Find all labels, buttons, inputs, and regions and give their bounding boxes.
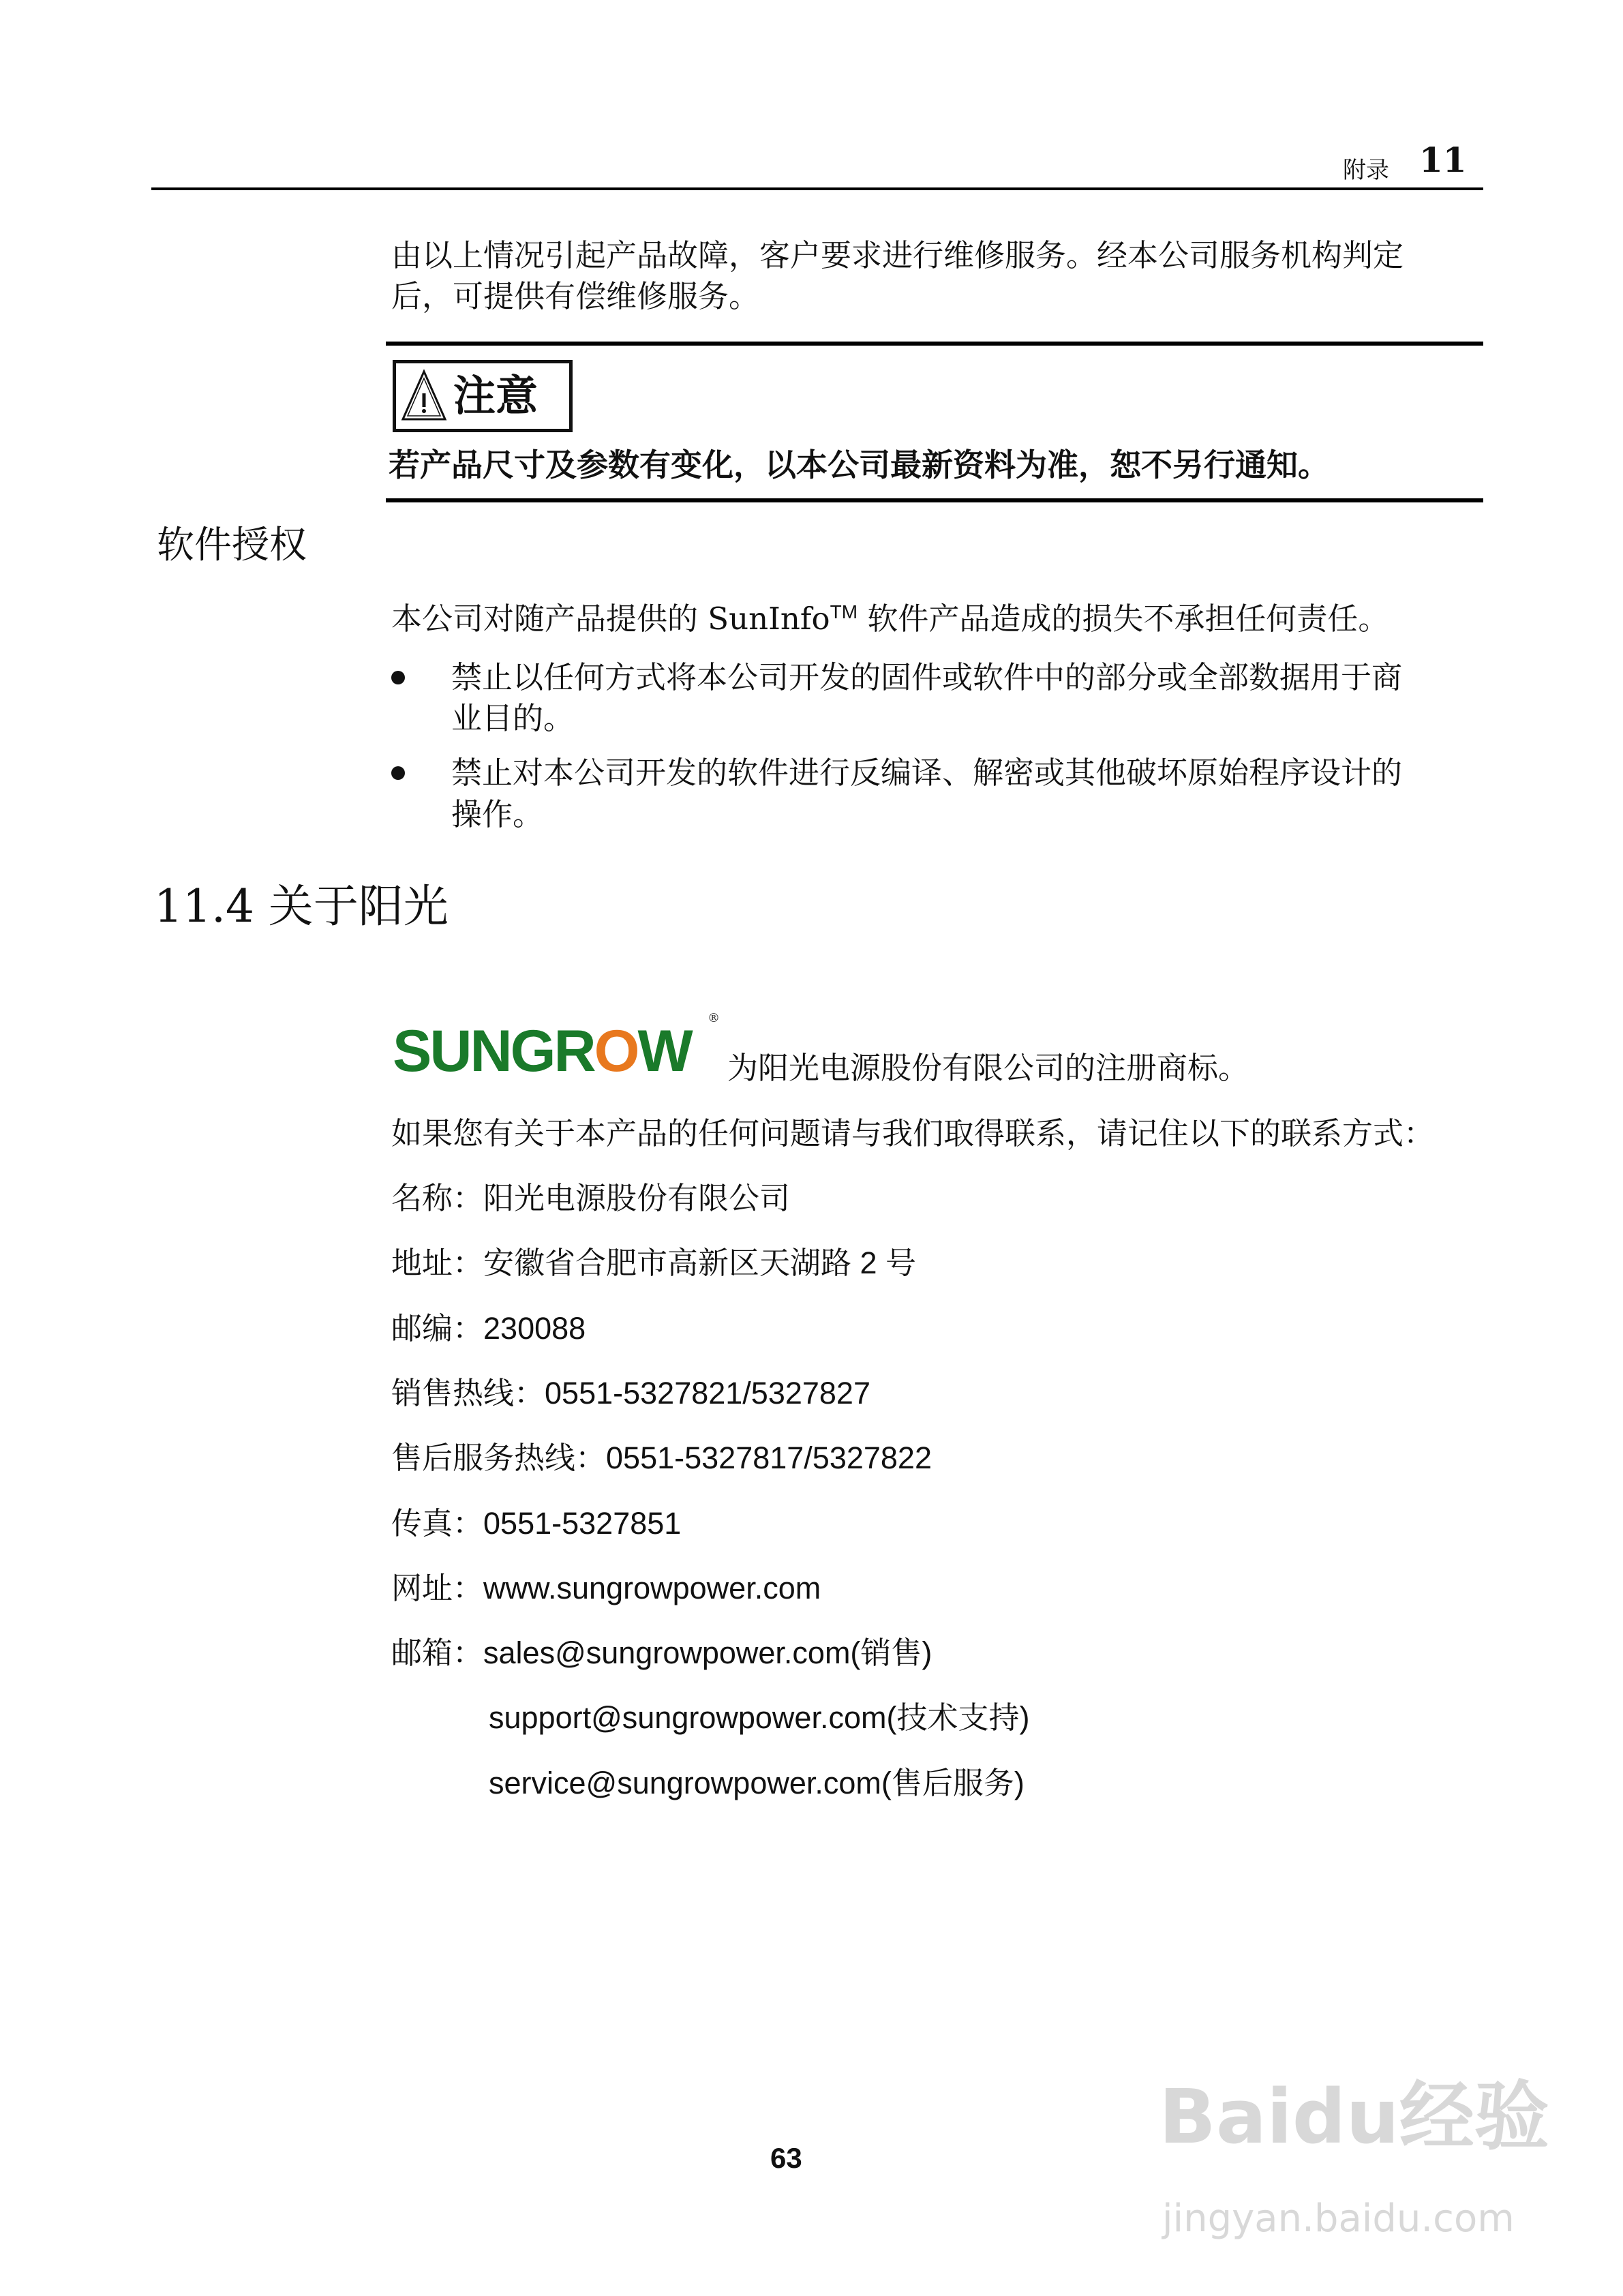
bullet-icon [391,671,405,684]
bullet-line: 操作。 [451,796,544,832]
contact-row [391,1568,821,1609]
contact-row [391,1438,932,1479]
intro-line: 后，可提供有偿维修服务。 [391,278,760,314]
contact-label: 销售热线： [391,1374,545,1411]
notice-bottom-rule [386,498,1483,502]
logo-text: SUNGROW [393,1018,691,1084]
contact-intro: 如果您有关于本产品的任何问题请与我们取得联系，请记住以下的联系方式： [391,1115,1435,1151]
contact-value[interactable]: sales@sungrowpower.com(销售) [483,1635,932,1671]
contact-row [391,1373,870,1414]
notice-text: 若产品尺寸及参数有变化，以本公司最新资料为准，恕不另行通知。 [389,447,1329,483]
trademark-text: 为阳光电源股份有限公司的注册商标。 [727,1050,1249,1086]
contact-label: 邮箱： [391,1635,484,1672]
baidu-watermark-url: jingyan.baidu.com [1162,2196,1515,2241]
bullet-line: 禁止以任何方式将本公司开发的固件或软件中的部分或全部数据用于商 [451,659,1403,695]
bullet-line: 业目的。 [451,700,575,736]
contact-row [391,1633,932,1674]
software-para-text: 本公司对随产品提供的 SunInfo [391,601,830,637]
notice-top-rule [386,342,1483,346]
contact-value: 安徽省合肥市高新区天湖路 2 号 [483,1245,917,1281]
contact-label: 网址： [391,1569,484,1606]
software-para [391,592,1389,637]
contact-value[interactable]: service@sungrowpower.com(售后服务) [489,1765,1025,1800]
contact-label: 传真： [391,1505,484,1541]
trademark-sup: TM [830,601,858,622]
contact-row [391,1503,681,1544]
software-para-text: 软件产品造成的损失不承担任何责任。 [858,601,1389,637]
registered-mark: ® [708,1011,720,1025]
page-number: 63 [770,2142,802,2174]
notice-title: 注意 [453,371,539,421]
contact-value[interactable]: www.sungrowpower.com [483,1570,821,1605]
contact-value: 0551-5327817/5327822 [606,1440,932,1476]
contact-label: 地址： [391,1245,484,1282]
header-rule [151,187,1483,190]
header-section: 附录 [1343,157,1389,184]
contact-row [391,1243,916,1284]
contact-value[interactable]: support@sungrowpower.com(技术支持) [489,1700,1030,1736]
contact-row [489,1697,1029,1738]
warning-triangle-icon [400,369,448,423]
sungrow-logo [393,1011,720,1084]
contact-row [489,1763,1025,1804]
notice-box [393,360,573,432]
bullet-icon [391,766,405,780]
contact-row [391,1308,586,1349]
contact-value: 阳光电源股份有限公司 [483,1181,791,1215]
contact-label: 邮编： [391,1310,484,1346]
baidu-watermark: Baidu经验 [1159,2073,1549,2160]
contact-value: 230088 [483,1310,586,1346]
intro-line: 由以上情况引起产品故障，客户要求进行维修服务。经本公司服务机构判定 [391,237,1404,273]
header-chapter: 11 [1419,140,1467,180]
contact-row [391,1178,790,1219]
software-heading: 软件授权 [157,523,307,567]
contact-label: 售后服务热线： [391,1440,607,1477]
contact-label: 名称： [391,1180,484,1216]
contact-value: 0551-5327851 [483,1505,682,1541]
about-heading: 11.4 关于阳光 [154,880,449,933]
contact-value: 0551-5327821/5327827 [545,1375,870,1410]
bullet-line: 禁止对本公司开发的软件进行反编译、解密或其他破坏原始程序设计的 [451,755,1403,791]
